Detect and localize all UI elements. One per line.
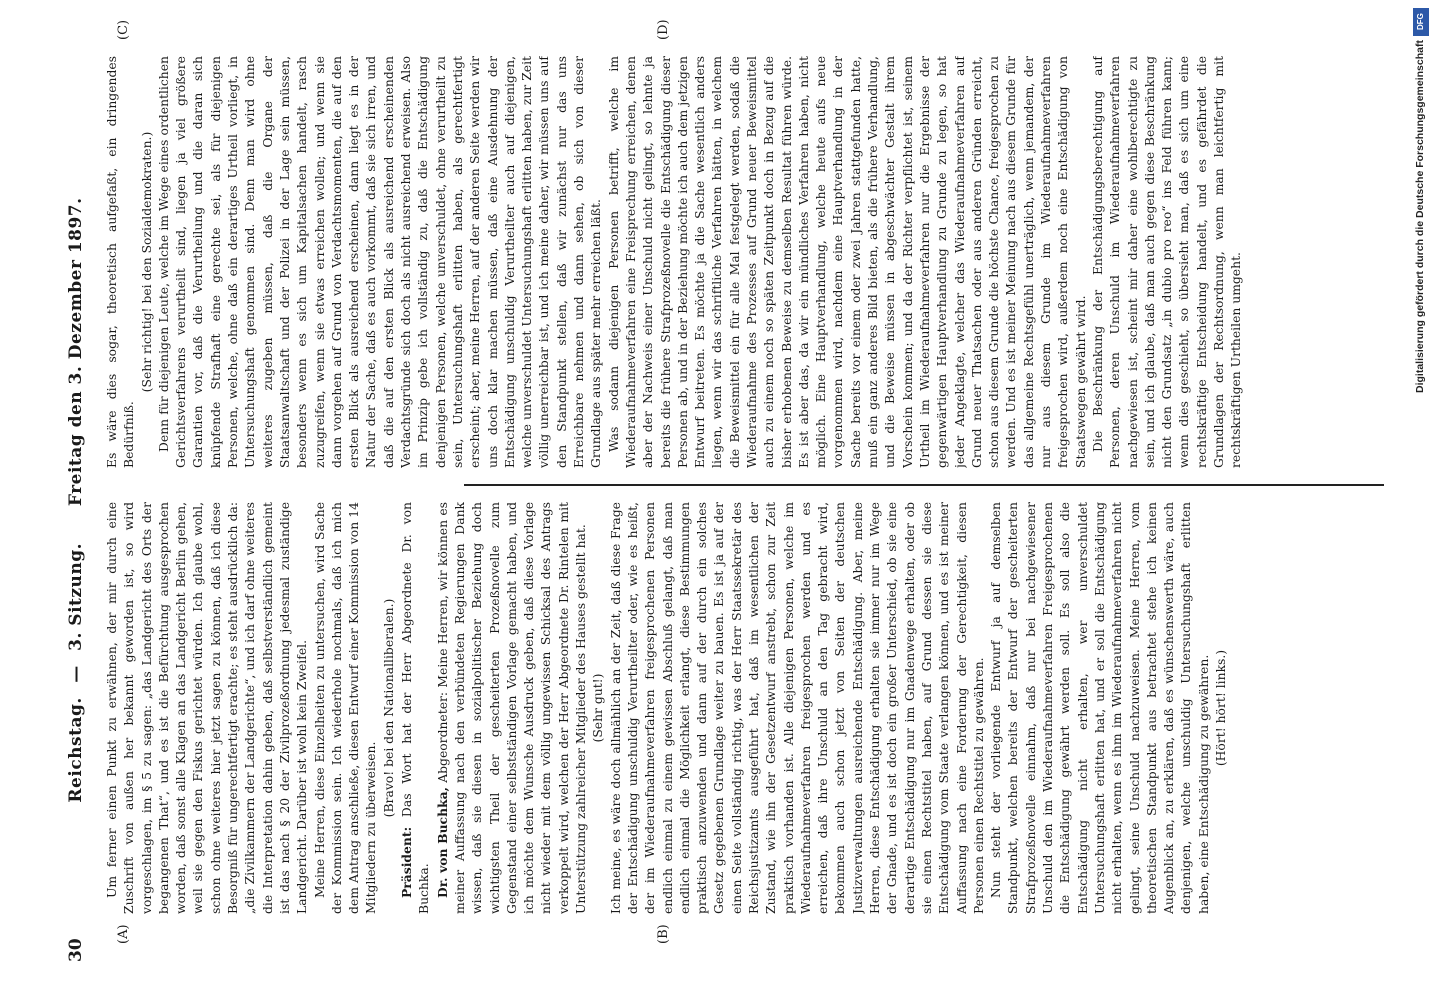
right-column <box>104 56 1378 468</box>
paragraph-text: Was sodann diejenigen Personen betrifft, welche im Wiederaufnahmeverfahren eine Freisprechung erreichen, denen aber der Nachweis einer Unschuld nicht gelingt, so lehnte ja bereits die frühere Strafprozeßnovelle die Entschädigung dieser Personen ab, und in der Beziehung möchte ich auch dem jetzigen Entwurf beitreten. Es möchte ja die Sache wesentlich anders liegen, wenn wir das schriftliche Verfahren hätten, in welchem die Beweismittel ein für alle Mal festgelegt werden, sodaß die Wiederaufnahme des Prozesses auf Grund neuer Beweismittel auch zu einem noch so späten Zeitpunkt doch in Bezug auf die bisher erhobenen Beweise zu demselben Resultat führen würde. Es ist aber das, da wir ein mündliches Verfahren haben, nicht möglich. Eine Hauptverhandlung, welche heute aufs neue vorgenommen wird, nachdem eine Hauptverhandlung in der Sache bereits vor einem oder zwei Jahren stattgefunden hatte, muß ein ganz anderes Bild bieten, als die frühere Verhandlung, und die Beweise müssen in abgeschwächter Gestalt ihrem Vorschein kommen; und da der Richter verpflichtet ist, seinem Urtheil im Wiederaufnahmeverfahren nur die Ergebnisse der gegenwärtigen Hauptverhandlung zu Grunde zu legen, so hat jeder Angeklagte, welcher das Wiederaufnahmeverfahren auf Grund neuer Thatsachen oder aus anderen Gründen erreicht, schon aus diesem Grunde die höchste Chance, freigesprochen zu werden. Und es ist meiner Meinung nach aus diesem Grunde für das allgemeine Rechtsgefühl unerträglich, wenn jemandem, der nur aus diesem Grunde im Wiederaufnahmeverfahren freigesprochen wird, außerdem noch eine Entschädigung von Staatswegen gewährt wird. <box>606 56 1088 468</box>
paragraph-text: (Bravo! bei den Nationalliberalen.) <box>381 598 396 818</box>
margin-marker-b: (B) <box>656 924 671 944</box>
paragraph-text: Die Beschränkung der Entschädigungsberechtigung auf Personen, deren Unschuld im Wiederaufnahmeverfahren nachgewiesen ist, scheint mir daher eine wohlberechtigte zu sein, und ich glaube, daß man auch gegen diese Beschränkung nicht den Grundsatz „in dubio pro reo“ ins Feld führen kann; wenn dies geschieht, so übersieht man, daß es sich um eine rechtskräftige Entscheidung handelt, und es gefährdet die Grundlagen der Rechtsordnung, wenn man leichtfertig mit rechtskräftigen Urtheilen umgeht. <box>1090 56 1244 468</box>
paragraph <box>156 56 606 468</box>
paragraph <box>104 56 139 468</box>
margin-marker-a: (A) <box>116 924 131 944</box>
paragraph-text: Nun steht der vorliegende Entwurf ja auf demselben Standpunkt, welchen bereits der Entwurf der gescheiterten Strafprozeßnovelle einnahm, daß nur bei nachgewiesener Unschuld den im Wiederaufnahmeverfahren Freigesprochenen die Entschädigung gewährt werden soll. Es soll also die Entschädigung nicht erhalten, wer unverschuldet Untersuchungshaft erlitten hat, und er soll die Entschädigung nicht erhalten, wenn es ihm im Wiederaufnahmeverfahren nicht gelingt, seine Unschuld nachzuweisen. Meine Herren, vom theoretischen Standpunkt aus betrachtet stehe ich keinen Augenblick an, zu erklären, daß es wünschenswerth wäre, auch denjenigen, welche unschuldig Untersuchungshaft erlitten haben, eine Entschädigung zu gewähren. <box>989 502 1211 914</box>
paragraph <box>988 502 1213 914</box>
paragraph <box>608 502 989 914</box>
paragraph <box>1213 502 1230 914</box>
header-date: Freitag den 3. Dezember 1897. <box>66 197 86 507</box>
paragraph <box>104 502 312 914</box>
paragraph-text: Es wäre dies sogar, theoretisch aufgefaßt, ein dringendes Bedürfniß. <box>105 56 137 468</box>
paragraph-text: (Hört! hört! links.) <box>1214 649 1228 767</box>
margin-marker-c: (C) <box>116 19 131 40</box>
speaker-name: Präsident: <box>399 826 415 898</box>
paragraph-text: Ich meine, es wäre doch allmählich an der Zeit, daß diese Frage der Entschädigung unschuldig Verurtheilter oder, wie es heißt, der im Wiederaufnahmeverfahren freigesprochenen Personen endlich einmal zu einem gewissen Abschluß gelangt, daß man endlich einmal die Möglichkeit erlangt, diese Bestimmungen praktisch anzuwenden und dann auf der durch ein solches Gesetz gegebenen Grundlage weiter zu bauen. Es ist ja auf der einen Seite vollständig richtig, was der Herr Staatssekretär des Reichsjustizamts ausgeführt hat, daß im wesentlichen der Zustand, wie ihn der Gesetzentwurf anstrebt, schon zur Zeit praktisch vorhanden ist. Alle diejenigen Personen, welche im Wiederaufnahmeverfahren freigesprochen werden und es erreichen, daß ihre Unschuld an den Tag gebracht wird, bekommen auch schon jetzt von Seiten der deutschen Justizverwaltungen ausreichende Entschädigung. Aber, meine Herren, diese Entschädigung erhalten sie immer nur im Wege der Gnade, und es ist doch ein großer Unterschied, ob sie eine derartige Entschädigung nur im Gnadenwege erhalten, oder ob sie einen Rechtstitel haben, auf Grund dessen sie diese Entschädigung vom Staate verlangen können, und es ist meiner Auffassung nach eine Forderung der Gerechtigkeit, diesen Personen einen Rechtstitel zu gewähren. <box>608 502 986 914</box>
margin-marker-d: (D) <box>656 19 671 40</box>
header-separator: — <box>66 665 86 683</box>
left-column <box>104 502 1378 914</box>
page-number: 30 <box>66 938 86 962</box>
paragraph <box>381 502 398 914</box>
paragraph-text: Abgeordneter: Meine Herren, wir können es meiner Auffassung nach den verbündeten Regierungen Dank wissen, daß sie diesen in sozialpolitischer Beziehung doch wichtigsten Theil der gescheiterten Prozeßnovelle zum Gegenstand einer selbstständigen Vorlage gemacht haben, und ich möchte dem Wunsche Ausdruck geben, daß diese Vorlage nicht wieder mit dem völlig ungewissen Schicksal des Antrags verkoppelt wird, welchen der Herr Abgeordnete Dr. Rintelen mit Unterstützung zahlreicher Mitglieder des Hauses gestellt hat. <box>435 502 589 914</box>
dfg-logo: DFG <box>1413 8 1429 36</box>
paragraph <box>139 56 156 468</box>
paragraph-text: Um ferner einen Punkt zu erwähnen, der mir durch eine Zuschrift von außen her bekannt geworden ist, so wird vorgeschlagen, im § 5 zu sagen: „das Landgericht des Orts der begangenen That“, und es ist die Befürchtung ausgesprochen worden, daß sonst alle Klagen an das Landgericht Berlin gehen, weil sie gegen den Fiskus gerichtet würden. Ich glaube wohl, schon ohne weiteres hier jetzt sagen zu können, daß ich diese Besorgniß für ungerechtfertigt erachte; es steht ausdrücklich da: „die Zivilkammern der Landgerichte“, und ich darf ohne weiteres die Interpretation dahin geben, daß selbstverständlich gemeint ist das nach § 20 der Zivilprozeßordnung jedesmal zuständige Landgericht. Darüber ist wohl kein Zweifel. <box>105 502 310 914</box>
paragraph <box>398 502 434 914</box>
digitization-credit: Digitalisierung gefördert durch die Deutsche Forschungsgemeinschaft <box>1414 40 1426 393</box>
digitization-sidebar <box>1410 0 1434 1000</box>
paragraph-text: Meine Herren, diese Einzelheiten zu untersuchen, wird Sache der Kommission sein. Ich wiederhole nochmals, daß ich mich dem Antrag anschließe, diesen Entwurf einer Kommission von 14 Mitgliedern zu überweisen. <box>312 502 379 914</box>
paragraph-text: (Sehr richtig! bei den Sozialdemokraten.) <box>139 131 154 393</box>
page-header <box>64 38 92 962</box>
column-divider <box>464 485 1384 487</box>
paragraph <box>312 502 381 914</box>
paragraph <box>434 502 591 914</box>
paragraph <box>590 502 607 914</box>
paragraph-text: Denn für diejenigen Leute, welche im Wege eines ordentlichen Gerichtsverfahrens verurtheilt sind, liegen ja viel größere Garantien vor, daß die Verurtheilung und die daran sich knüpfende Strafhaft eine gerechte sei, als für diejenigen Personen, welche, ohne daß ein derartiges Urtheil vorliegt, in Untersuchungshaft genommen sind. Denn man wird ohne weiteres zugeben müssen, daß die Organe der Staatsanwaltschaft und der Polizei in der Lage sein müssen, besonders wenn es sich um Kapitalsachen handelt, rasch zuzugreifen, wenn sie etwas erreichen wollen; und wenn sie dann vorgehen auf Grund von Verdachtsmomenten, die auf den ersten Blick als ausreichend erscheinen, dann liegt es in der Natur der Sache, daß es auch vorkommt, daß sie sich irren, und daß die auf den ersten Blick als ausreichend erscheinenden Verdachtsgründe sich doch als nicht ausreichend erweisen. Also im Prinzip gebe ich vollständig zu, daß die Entschädigung denjenigen Personen, welche unverschuldet, ohne verurtheilt zu sein, Untersuchungshaft erlitten haben, als gerechtfertigt erscheint; aber, meine Herren, auf der anderen Seite werden wir uns doch klar machen müssen, daß eine Ausdehnung der Entschädigung unschuldig Verurtheilter auch auf diejenigen, welche unverschuldet Untersuchungshaft erlitten haben, zur Zeit völlig unerreichbar ist, und ich meine daher, wir müssen uns auf den Standpunkt stellen, daß wir zunächst nur das uns Erreichbare nehmen und dann sehen, ob sich von dieser Grundlage aus später mehr erreichen läßt. <box>156 56 604 468</box>
paragraph <box>606 56 1090 468</box>
paragraph <box>1090 56 1246 468</box>
header-session: 3. Sitzung. <box>66 542 86 651</box>
running-title <box>66 38 86 962</box>
paragraph-text: (Sehr gut!) <box>591 673 606 743</box>
header-left-title: Reichstag. <box>66 697 86 803</box>
document-page <box>8 10 1408 990</box>
paragraph-text: Das Wort hat der Herr Abgeordnete Dr. von Buchka. <box>400 502 432 914</box>
text-columns <box>104 30 1378 954</box>
speaker-name: Dr. von Buchka, <box>434 787 450 898</box>
